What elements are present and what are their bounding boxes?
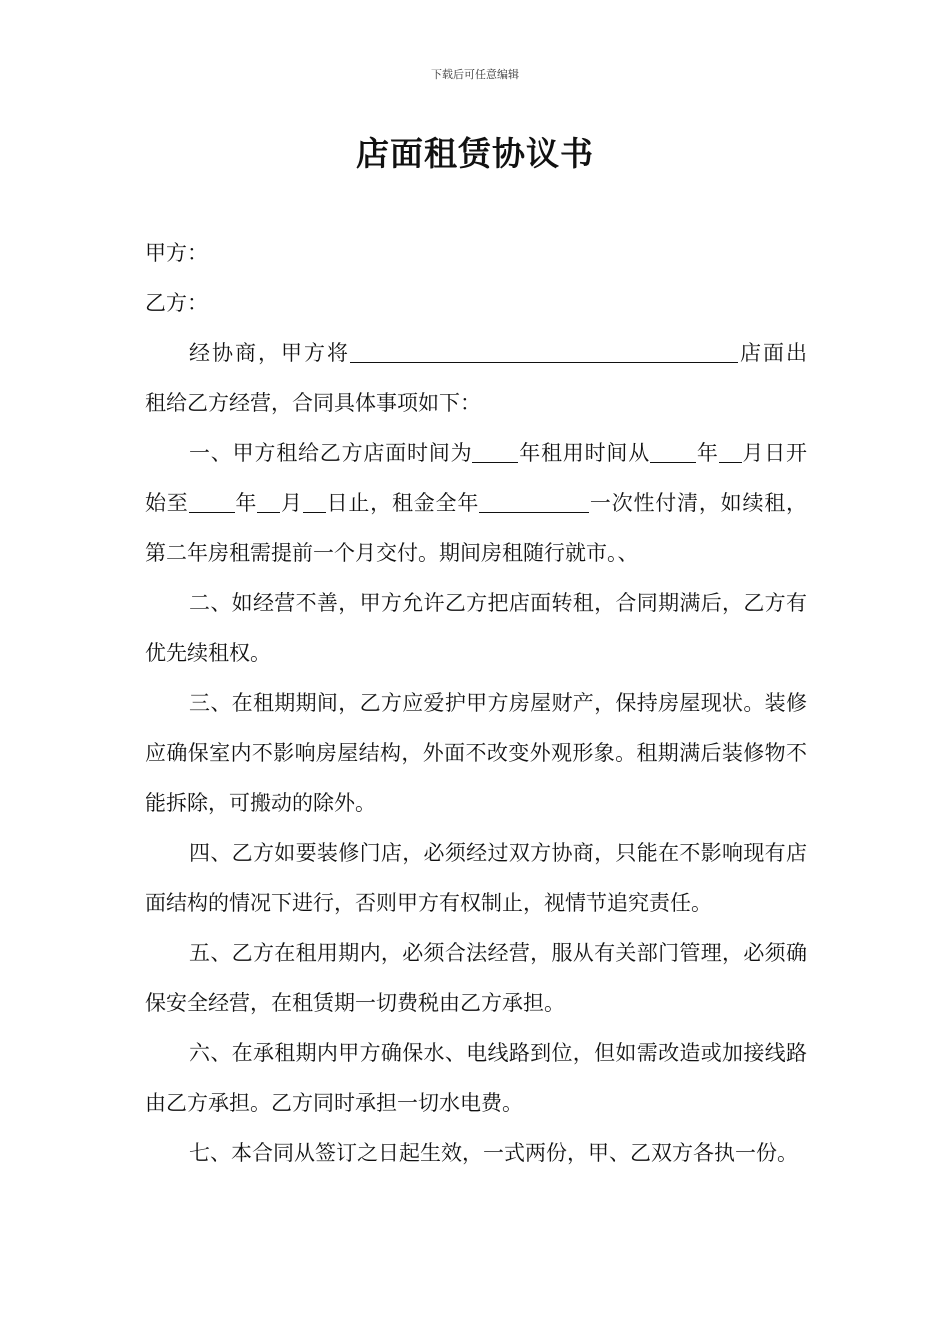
clause-4: 四、乙方如要装修门店，必须经过双方协商，只能在不影响现有店面结构的情况下进行，否则甲方有权制止，视情节追究责任。	[145, 841, 807, 915]
clause-1-text-7: 日止，租金全年	[325, 491, 480, 515]
agreement-body	[145, 228, 807, 1178]
start-month-blank[interactable]	[719, 442, 742, 463]
party-b-label: 乙方：	[145, 291, 208, 315]
clause-1-text-3: 年	[696, 441, 719, 465]
header-note: 下载后可任意编辑	[431, 68, 519, 81]
clause-1-text-1: 一、甲方租给乙方店面时间为	[189, 441, 473, 465]
clause-1-text-5: 年	[234, 491, 258, 515]
shop-location-blank[interactable]	[350, 342, 738, 363]
clause-1-text-2: 年租用时间从	[518, 441, 651, 465]
intro-text-after: 店面出租给乙方经营，合同具体事项如下：	[145, 341, 807, 415]
party-a-label: 甲方：	[145, 241, 208, 265]
end-month-blank[interactable]	[257, 492, 280, 513]
intro-paragraph	[145, 328, 807, 428]
intro-text-before: 经协商，甲方将	[189, 341, 350, 365]
start-year-blank[interactable]	[650, 442, 696, 463]
clause-5: 五、乙方在租用期内，必须合法经营，服从有关部门管理，必须确保安全经营，在租赁期一切费税由乙方承担。	[145, 941, 807, 1015]
clause-2: 二、如经营不善，甲方允许乙方把店面转租，合同期满后，乙方有优先续租权。	[145, 591, 807, 665]
end-year-blank[interactable]	[189, 492, 235, 513]
document-title: 店面租赁协议书	[356, 134, 594, 173]
end-day-blank[interactable]	[303, 492, 326, 513]
clause-1-text-6: 月	[280, 491, 303, 515]
clause-3: 三、在租期期间，乙方应爱护甲方房屋财产，保持房屋现状。装修应确保室内不影响房屋结构，外面不改变外观形象。租期满后装修物不能拆除，可搬动的除外。	[145, 691, 807, 815]
annual-rent-blank[interactable]	[479, 492, 589, 513]
clause-1-text-8: 一次性付清，如续租，第二年房租需提前一个月交付。期间房租随行就市。、	[145, 491, 808, 565]
clause-1	[145, 428, 807, 578]
lease-years-blank[interactable]	[472, 442, 518, 463]
clause-1-text-4: 月日开始至	[145, 441, 808, 515]
clause-6: 六、在承租期内甲方确保水、电线路到位，但如需改造或加接线路由乙方承担。乙方同时承担一切水电费。	[145, 1041, 807, 1115]
clause-7: 七、本合同从签订之日起生效，一式两份，甲、乙双方各执一份。	[189, 1141, 798, 1165]
